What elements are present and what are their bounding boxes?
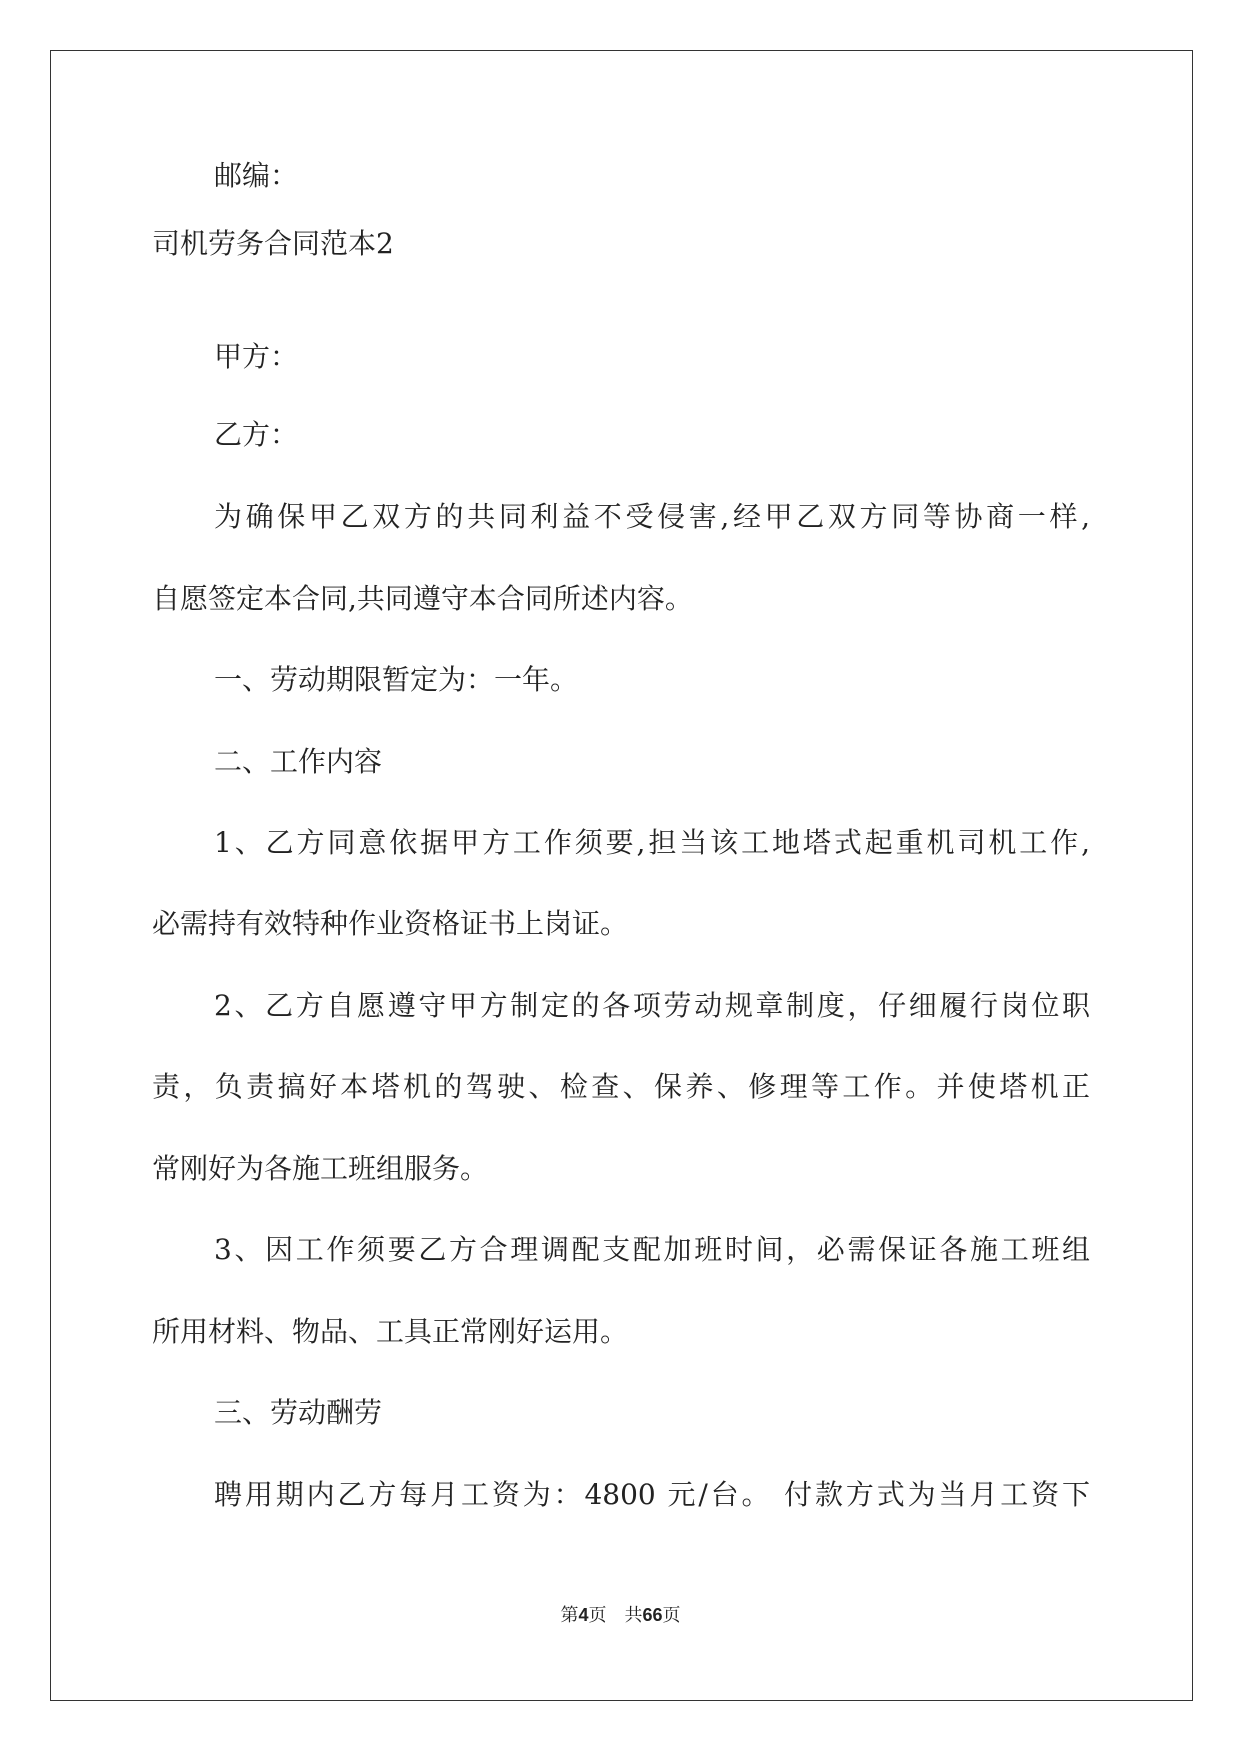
section-2-heading: 二、工作内容	[214, 745, 383, 778]
clause-3-line-2: 所用材料、物品、工具正常刚好运用。	[152, 1315, 629, 1348]
clause-2-line-1: 2、乙方自愿遵守甲方制定的各项劳动规章制度，仔细履行岗位职	[214, 989, 1090, 1022]
postcode-label: 邮编：	[214, 159, 299, 192]
footer-total-prefix: 共	[624, 1605, 643, 1626]
footer-total-suffix: 页	[662, 1605, 681, 1626]
footer-total-pages: 66	[642, 1605, 663, 1625]
clause-2-line-3: 常刚好为各施工班组服务。	[152, 1152, 489, 1185]
footer-page-number: 4	[578, 1605, 589, 1625]
footer-prefix: 第	[560, 1605, 579, 1626]
page-footer	[0, 1606, 1241, 1625]
clause-1-line-1: 1、乙方同意依据甲方工作须要,担当该工地塔式起重机司机工作,	[214, 826, 1090, 859]
footer-page-suffix: 页	[588, 1605, 607, 1626]
salary-line: 聘用期内乙方每月工资为：4800 元/台。 付款方式为当月工资下	[214, 1478, 1090, 1511]
clause-1-line-2: 必需持有效特种作业资格证书上岗证。	[152, 907, 629, 940]
section-1-term: 一、劳动期限暂定为：一年。	[214, 663, 579, 696]
page-border	[50, 50, 1193, 1701]
party-b-label: 乙方：	[214, 418, 299, 451]
section-3-heading: 三、劳动酬劳	[214, 1396, 383, 1429]
party-a-label: 甲方：	[214, 340, 299, 373]
clause-3-line-1: 3、因工作须要乙方合理调配支配加班时间，必需保证各施工班组	[214, 1233, 1090, 1266]
clause-2-line-2: 责，负责搞好本塔机的驾驶、检查、保养、修理等工作。并使塔机正	[152, 1070, 1090, 1103]
intro-paragraph-line-2: 自愿签定本合同,共同遵守本合同所述内容。	[152, 582, 693, 615]
document-heading: 司机劳务合同范本2	[152, 227, 394, 260]
intro-paragraph-line-1: 为确保甲乙双方的共同利益不受侵害,经甲乙双方同等协商一样,	[214, 500, 1090, 533]
